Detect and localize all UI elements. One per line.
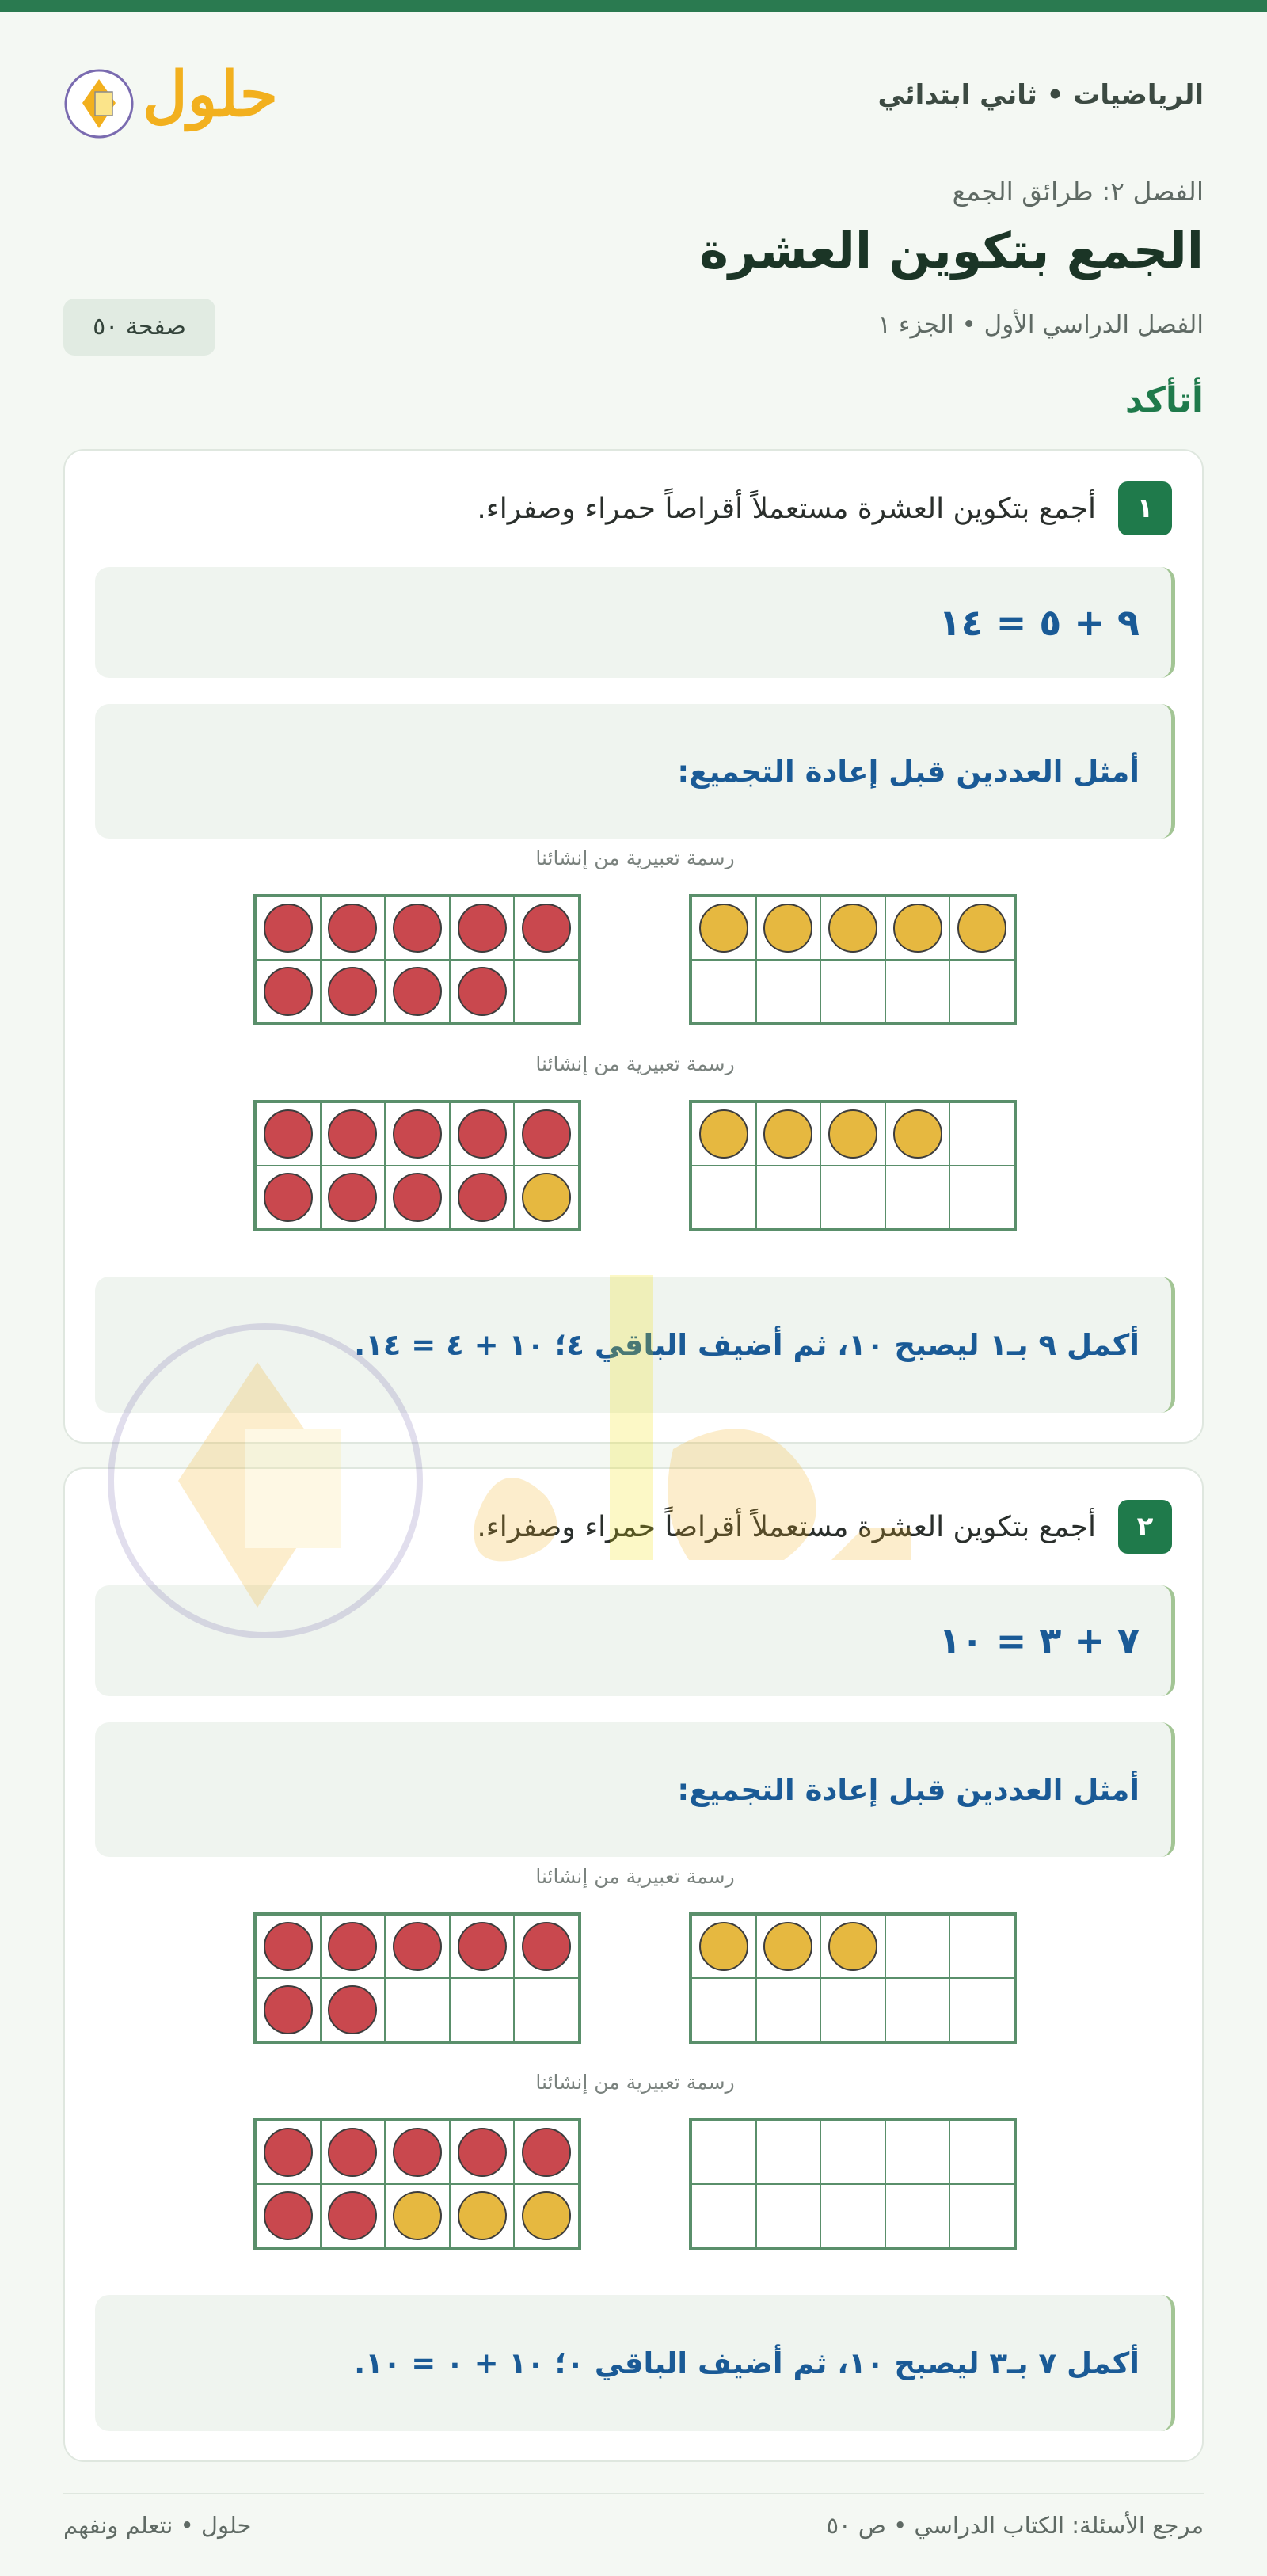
ten-frame-cell [885,1978,950,2041]
ten-frame-cell [691,1978,756,2041]
ten-frame-left [253,1912,581,2044]
answer-text: أكمل ٧ بـ٣ ليصبح ١٠، ثم أضيف الباقي ٠؛ ١٠ + ٠ = ١٠. [354,2346,1140,2380]
ten-frame-cell [321,896,386,960]
ten-frame-cell [885,2121,950,2184]
question-number: ١ [1118,481,1172,535]
ten-frame-cell [949,2184,1014,2247]
ten-frame-cell [756,2184,821,2247]
ten-frame-cell [949,1915,1014,1978]
ten-frame-cell [885,2184,950,2247]
answer-box [95,2295,1175,2431]
ten-frame-cell [514,896,579,960]
red-counter [458,2128,507,2177]
ten-frame-cell [321,1978,386,2041]
brand-logo[interactable] [63,59,301,143]
ten-frame-cell [321,1915,386,1978]
ten-frame-cell [885,1166,950,1229]
ten-frame-cell [385,1102,450,1166]
subject-label: الرياضيات • ثاني ابتدائي [877,79,1204,111]
question-card-2 [63,1467,1204,2462]
ten-frame-cell [820,2184,885,2247]
yellow-counter [458,2191,507,2240]
yellow-counter [828,904,877,953]
ten-frame-right [689,1100,1017,1231]
ten-frame-cell [756,1166,821,1229]
ten-frame-cell [885,960,950,1023]
yellow-counter [763,1922,812,1971]
ten-frame-cell [450,1915,515,1978]
represent-box [95,704,1175,839]
footer-divider [63,2493,1204,2494]
red-counter [264,2128,313,2177]
page-number-badge: صفحة ٥٠ [63,299,215,356]
ten-frame-cell [756,896,821,960]
red-counter [328,2191,377,2240]
ten-frame-cell [514,1978,579,2041]
red-counter [522,1922,571,1971]
ten-frame-right [689,1912,1017,2044]
figure-caption: رسمة تعبيرية من إنشائنا [535,1865,735,1888]
ten-frame-cell [321,1166,386,1229]
represent-box [95,1722,1175,1857]
ten-frame-cell [321,2184,386,2247]
red-counter [328,1173,377,1222]
red-counter [522,1109,571,1159]
ten-frame-cell [321,2121,386,2184]
ten-frame-right [689,2118,1017,2250]
ten-frame-cell [514,2121,579,2184]
yellow-counter [393,2191,442,2240]
ten-frame-cell [385,1915,450,1978]
ten-frame-cell [949,960,1014,1023]
semester-label: الفصل الدراسي الأول • الجزء ١ [877,310,1204,339]
ten-frame-left [253,1100,581,1231]
ten-frame-cell [321,1102,386,1166]
ten-frame-cell [514,1102,579,1166]
red-counter [458,1173,507,1222]
yellow-counter [699,904,748,953]
ten-frame-cell [450,1102,515,1166]
ten-frame-cell [514,1166,579,1229]
ten-frame-cell [256,2184,321,2247]
ten-frame-cell [756,2121,821,2184]
ten-frame-cell [514,2184,579,2247]
figure-caption: رسمة تعبيرية من إنشائنا [535,847,735,869]
ten-frame-cell [450,1978,515,2041]
ten-frame-cell [385,960,450,1023]
ten-frame-cell [691,2121,756,2184]
red-counter [393,1922,442,1971]
equation-box [95,1585,1175,1696]
red-counter [264,2191,313,2240]
logo-badge-icon [63,68,135,139]
ten-frame-cell [385,1978,450,2041]
ten-frame-cell [256,1915,321,1978]
ten-frame-cell [820,2121,885,2184]
ten-frame-cell [756,960,821,1023]
ten-frame-cell [256,1102,321,1166]
red-counter [328,1109,377,1159]
red-counter [264,1922,313,1971]
yellow-counter [893,904,942,953]
ten-frame-cell [820,1102,885,1166]
page-title: الجمع بتكوين العشرة [699,222,1204,280]
red-counter [458,904,507,953]
red-counter [522,904,571,953]
yellow-counter [957,904,1006,953]
footer-reference: مرجع الأسئلة: الكتاب الدراسي • ص ٥٠ [826,2512,1204,2539]
ten-frame-cell [450,2121,515,2184]
ten-frame-cell [450,1166,515,1229]
red-counter [393,904,442,953]
yellow-counter [699,1922,748,1971]
red-counter [393,2128,442,2177]
question-text: أجمع بتكوين العشرة مستعملاً أقراصاً حمراء وصفراء. [477,1510,1096,1543]
red-counter [522,2128,571,2177]
red-counter [458,1109,507,1159]
red-counter [328,904,377,953]
ten-frame-cell [885,896,950,960]
represent-text: أمثل العددين قبل إعادة التجميع: [677,754,1140,789]
ten-frame-cell [256,1166,321,1229]
yellow-counter [522,1173,571,1222]
ten-frame-cell [820,1166,885,1229]
ten-frame-cell [514,1915,579,1978]
question-number: ٢ [1118,1500,1172,1554]
ten-frame-cell [949,1102,1014,1166]
ten-frame-left [253,894,581,1025]
question-text: أجمع بتكوين العشرة مستعملاً أقراصاً حمراء وصفراء. [477,492,1096,525]
ten-frame-cell [820,896,885,960]
ten-frame-cell [691,960,756,1023]
ten-frame-cell [385,1166,450,1229]
logo-wordmark: حلول [143,59,279,131]
ten-frame-cell [885,1102,950,1166]
ten-frame-cell [949,896,1014,960]
red-counter [328,1985,377,2034]
top-accent-bar [0,0,1267,12]
ten-frame-cell [691,2184,756,2247]
red-counter [458,967,507,1016]
red-counter [328,1922,377,1971]
ten-frame-cell [949,1978,1014,2041]
chapter-label: الفصل ٢: طرائق الجمع [952,176,1204,207]
ten-frame-cell [385,2184,450,2247]
section-heading: أتأكد [1124,380,1204,420]
red-counter [328,2128,377,2177]
ten-frame-cell [691,896,756,960]
yellow-counter [522,2191,571,2240]
answer-text: أكمل ٩ بـ١ ليصبح ١٠، ثم أضيف الباقي ٤؛ ١٠ + ٤ = ١٤. [354,1327,1140,1362]
ten-frame-cell [256,1978,321,2041]
ten-frame-cell [450,960,515,1023]
ten-frame-cell [450,896,515,960]
ten-frame-cell [385,2121,450,2184]
ten-frame-cell [514,960,579,1023]
ten-frame-cell [820,1978,885,2041]
ten-frame-cell [756,1102,821,1166]
page-header [63,55,1204,143]
ten-frame-cell [949,2121,1014,2184]
red-counter [264,967,313,1016]
red-counter [264,1109,313,1159]
figure-caption: رسمة تعبيرية من إنشائنا [535,1052,735,1075]
ten-frame-cell [691,1102,756,1166]
ten-frame-cell [820,960,885,1023]
yellow-counter [699,1109,748,1159]
ten-frame-cell [756,1978,821,2041]
represent-text: أمثل العددين قبل إعادة التجميع: [677,1772,1140,1807]
ten-frame-cell [756,1915,821,1978]
red-counter [393,1109,442,1159]
ten-frame-left [253,2118,581,2250]
red-counter [458,1922,507,1971]
ten-frame-cell [385,896,450,960]
ten-frame-cell [949,1166,1014,1229]
yellow-counter [828,1922,877,1971]
equation-text: ٩ + ٥ = ١٤ [938,601,1140,644]
figure-caption: رسمة تعبيرية من إنشائنا [535,2071,735,2094]
footer-tagline: حلول • نتعلم ونفهم [63,2512,252,2539]
red-counter [328,967,377,1016]
answer-box [95,1277,1175,1413]
ten-frame-cell [691,1166,756,1229]
ten-frame-cell [256,960,321,1023]
ten-frame-cell [256,2121,321,2184]
ten-frame-cell [820,1915,885,1978]
red-counter [393,967,442,1016]
yellow-counter [893,1109,942,1159]
ten-frame-cell [321,960,386,1023]
yellow-counter [763,904,812,953]
question-header [477,1499,1172,1554]
question-header [477,481,1172,536]
red-counter [264,1985,313,2034]
ten-frame-cell [256,896,321,960]
red-counter [264,1173,313,1222]
ten-frame-cell [450,2184,515,2247]
ten-frame-right [689,894,1017,1025]
question-card-1 [63,449,1204,1444]
yellow-counter [763,1109,812,1159]
red-counter [264,904,313,953]
ten-frame-cell [691,1915,756,1978]
ten-frame-cell [885,1915,950,1978]
red-counter [393,1173,442,1222]
equation-text: ٧ + ٣ = ١٠ [938,1619,1140,1662]
yellow-counter [828,1109,877,1159]
equation-box [95,567,1175,678]
